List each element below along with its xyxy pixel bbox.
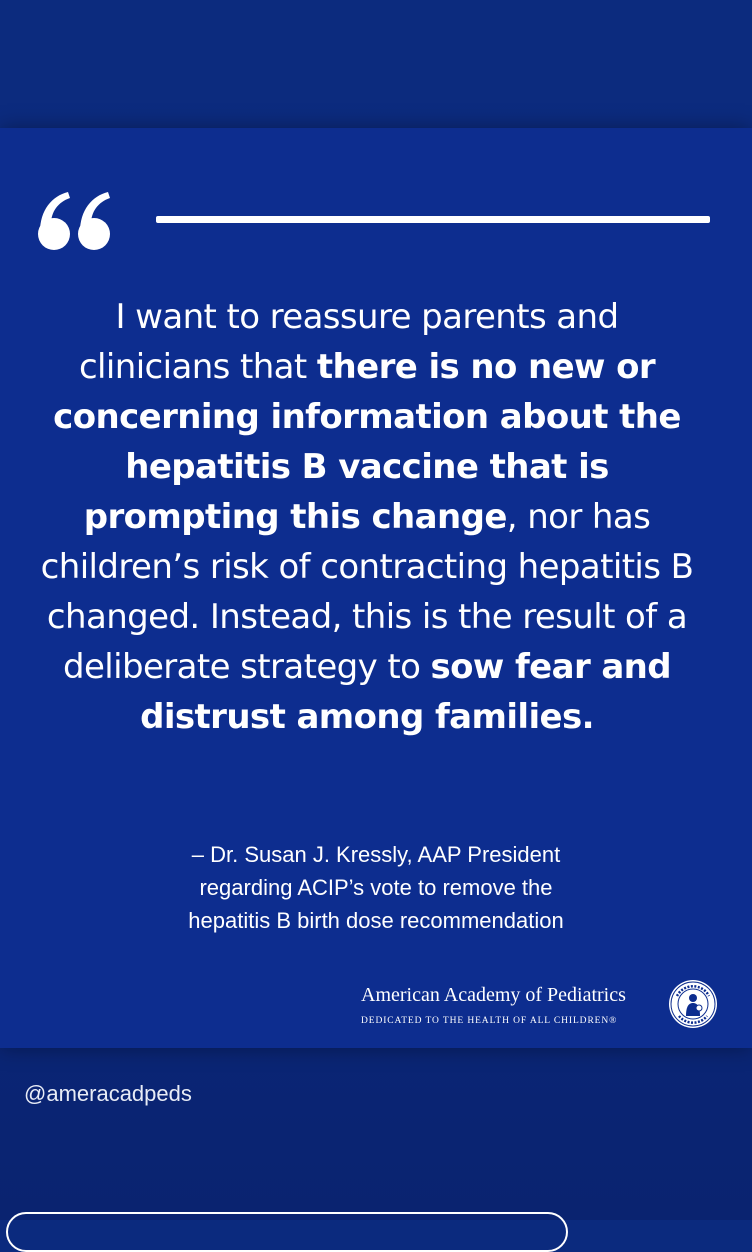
quote-segment-bold: there is no new or concerning information about the hepatitis B vaccine that is prompting this change <box>53 347 681 537</box>
organization-name: American Academy of Pediatrics <box>361 984 626 1006</box>
aap-seal-icon <box>667 978 719 1030</box>
quote-text <box>40 292 694 742</box>
quote-segment: , nor has children’s risk of contracting hepatitis B changed. Instead, this is the result of a deliberate strategy to <box>40 497 694 687</box>
attribution <box>60 838 692 937</box>
opening-quote-icon <box>36 188 116 258</box>
account-handle[interactable]: @ameracadpeds <box>24 1081 192 1106</box>
aap-logo <box>355 978 725 1034</box>
organization-tagline: DEDICATED TO THE HEALTH OF ALL CHILDREN® <box>361 1016 618 1026</box>
quote-segment: I want to reassure parents and clinicians that <box>78 297 619 387</box>
attribution-line: – Dr. Susan J. Kressly, AAP President <box>191 842 561 867</box>
reply-input[interactable] <box>6 1212 568 1252</box>
quote-segment-bold: sow fear and distrust among families. <box>140 647 672 737</box>
attribution-line: hepatitis B birth dose recommendation <box>188 908 564 933</box>
divider-line <box>156 216 710 223</box>
attribution-line: regarding ACIP’s vote to remove the <box>199 875 553 900</box>
